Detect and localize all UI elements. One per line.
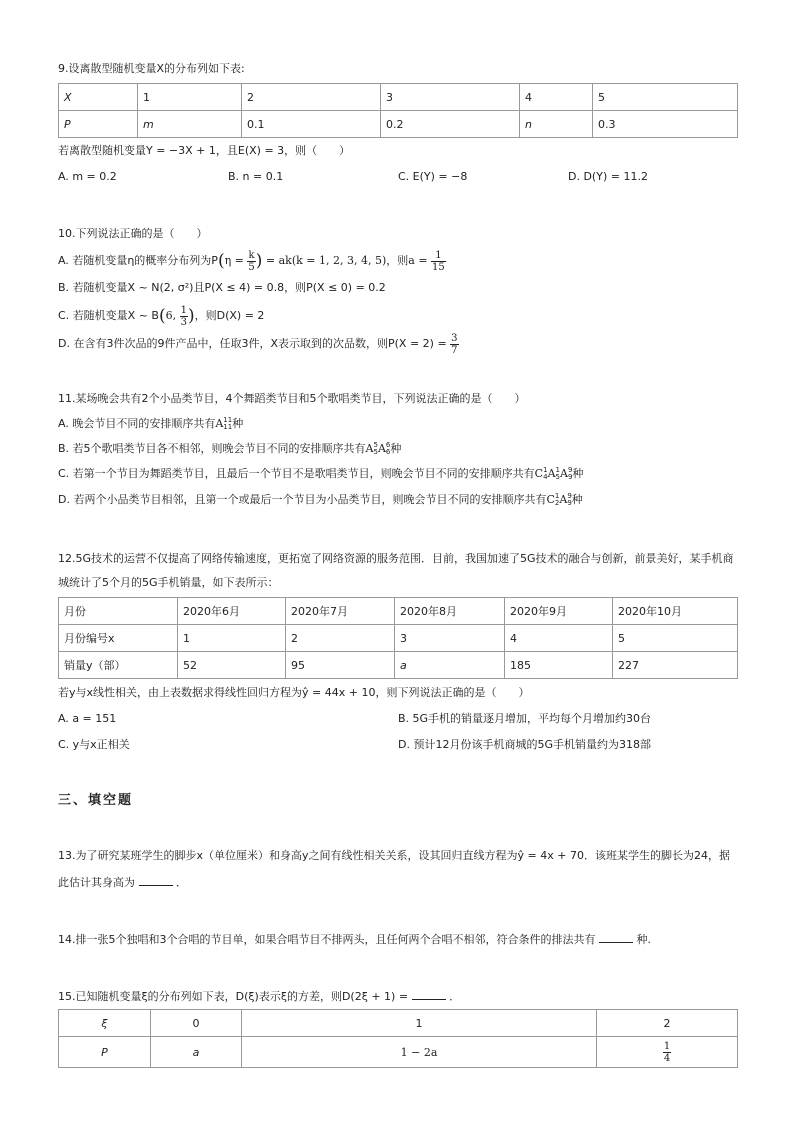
q10-c-frac: $\frac{1}{3}$ [180, 304, 187, 328]
answer-blank[interactable] [139, 874, 173, 886]
table-cell [597, 1037, 738, 1068]
q10-a-frac-answer: $\frac{1}{15}$ [432, 249, 445, 273]
q10-a-frac-k5: $\frac{k}{5}$ [248, 249, 255, 273]
q11-option-c [58, 466, 583, 482]
perm-symbol: A [559, 493, 568, 506]
q9-option-c: C. E(Y) = −8 [398, 170, 468, 183]
table-cell: P [59, 111, 138, 138]
perm-symbol: A [559, 467, 568, 480]
perm-sub: 9 [567, 499, 572, 507]
q15-end: ． [449, 990, 461, 1003]
q15-table [58, 1009, 738, 1068]
table-row [59, 652, 738, 679]
q9-option-b: B. n = 0.1 [228, 170, 284, 183]
q10-a-pre: A. 若随机变量η的概率分布列为P [58, 254, 218, 267]
q12-option-a: A. a = 151 [58, 712, 117, 725]
table-cell: 2020年7月 [286, 598, 395, 625]
q11-option-d [58, 492, 583, 508]
q10-c-pre: C. 若随机变量X ~ B [58, 309, 159, 322]
table-cell: 185 [505, 652, 613, 679]
perm-sup: 6 [385, 441, 391, 449]
perm-symbol: A [377, 442, 386, 455]
table-cell: 52 [178, 652, 286, 679]
comb-sup: 1 [543, 466, 548, 474]
table-cell: 1 [178, 625, 286, 652]
table-cell: 月份 [59, 598, 178, 625]
q13-line2 [58, 874, 187, 891]
q10-d-pre: D. 在含有3件次品的9件产品中，任取3件，X表示取到的次品数，则P(X = 2) = [58, 337, 447, 350]
q14-end: 种. [636, 933, 651, 946]
q12-option-b: B. 5G手机的销量逐月增加，平均每个月增加约30台 [398, 712, 652, 725]
q10-stem: 10.下列说法正确的是（ ） [58, 227, 208, 240]
q10-a-post: = ak(k = 1, 2, 3, 4, 5)，则a = [265, 254, 428, 267]
table-cell: 2 [242, 84, 381, 111]
table-cell: 4 [505, 625, 613, 652]
q13-line2-end: ． [176, 876, 187, 889]
q12-table [58, 597, 738, 679]
perm-sup: 11 [223, 416, 233, 424]
table-cell: X [59, 84, 138, 111]
q12-stem-line2: 城统计了5个月的5G手机销量，如下表所示： [58, 576, 279, 589]
table-cell: 月份编号x [59, 625, 178, 652]
perm-sub: 5 [373, 448, 378, 456]
table-row [59, 84, 738, 111]
q9-table [58, 83, 738, 138]
comb-sub: 2 [554, 499, 560, 507]
table-row [59, 1010, 738, 1037]
table-cell: 0.1 [242, 111, 381, 138]
q11-a-pre: A. 晚会节目不同的安排顺序共有 [58, 417, 216, 430]
perm-sup: 9 [567, 466, 573, 474]
q11-d-post: 种 [571, 493, 583, 506]
table-cell: 1 [138, 84, 242, 111]
table-cell: 3 [395, 625, 505, 652]
comb-symbol: C [534, 467, 544, 480]
q11-option-a [58, 416, 243, 432]
q11-b-post: 种 [390, 442, 402, 455]
perm-symbol: A [215, 417, 224, 430]
table-cell: ξ [59, 1010, 151, 1037]
perm-sub: 6 [385, 448, 391, 456]
q10-a-eta: η = [224, 254, 244, 267]
q10-option-d [58, 331, 459, 357]
table-cell: 4 [520, 84, 593, 111]
comb-sub: 4 [543, 473, 548, 481]
table-row [59, 625, 738, 652]
table-row [59, 111, 738, 138]
perm-symbol: A [547, 467, 556, 480]
table-cell: 2 [286, 625, 395, 652]
q10-option-c: C. 若随机变量X ~ B(6, $\frac{1}{3}$ )，则D(X) = 2 [58, 304, 265, 328]
q12-option-d: D. 预计12月份该手机商城的5G手机销量约为318部 [398, 738, 651, 751]
q9-stem: 9.设离散型随机变量X的分布列如下表: [58, 62, 245, 75]
q9-option-a: A. m = 0.2 [58, 170, 117, 183]
table-cell: 227 [613, 652, 738, 679]
q11-option-b [58, 441, 401, 457]
q15-stem [58, 988, 460, 1005]
table-cell: 销量y（部） [59, 652, 178, 679]
q10-c-post: ，则D(X) = 2 [194, 309, 265, 322]
q10-c-six: 6, [165, 309, 177, 322]
table-cell: a [151, 1037, 242, 1068]
q11-b-pre: B. 若5个歌唱类节目各不相邻，则晚会节目不同的安排顺序共有 [58, 442, 366, 455]
perm-sub: 11 [223, 423, 233, 431]
perm-sup: 5 [373, 441, 378, 449]
q14 [58, 931, 651, 948]
q11-d-pre: D. 若两个小品类节目相邻，且第一个或最后一个节目为小品类节目，则晚会节目不同的安排顺序共有 [58, 493, 547, 506]
answer-blank[interactable] [599, 931, 633, 943]
q15-frac: $\frac{1}{4}$ [663, 1040, 671, 1064]
q9-option-d: D. D(Y) = 11.2 [568, 170, 648, 183]
q13-line2-text: 此估计其身高为 [58, 876, 135, 889]
q10-d-frac: $\frac{3}{7}$ [451, 332, 458, 356]
q12-option-c: C. y与x正相关 [58, 738, 130, 751]
table-cell: 2020年9月 [505, 598, 613, 625]
table-cell: 0.2 [381, 111, 520, 138]
q11-c-pre: C. 若第一个节目为舞蹈类节目，且最后一个节目不是歌唱类节目，则晚会节目不同的安排顺序共有 [58, 467, 535, 480]
q15-text: 15.已知随机变量ξ的分布列如下表，D(ξ)表示ξ的方差，则D(2ξ + 1) = [58, 990, 409, 1003]
perm-sub: 9 [567, 473, 573, 481]
table-cell: 1 − 2a [242, 1037, 597, 1068]
table-cell: a [395, 652, 505, 679]
perm-symbol: A [365, 442, 374, 455]
section-title: 三、填空题 [58, 793, 134, 808]
q14-text: 14.排一张5个独唱和3个合唱的节目单，如果合唱节目不排两头，且任何两个合唱不相邻，符合条件的排法共有 [58, 933, 596, 946]
answer-blank[interactable] [412, 988, 446, 1000]
comb-symbol: C [546, 493, 555, 506]
table-cell: 95 [286, 652, 395, 679]
q9-condition: 若离散型随机变量Y = −3X + 1，且E(X) = 3，则（ ） [58, 144, 351, 157]
table-cell: P [59, 1037, 151, 1068]
table-cell: 0.3 [593, 111, 738, 138]
table-cell: 2020年8月 [395, 598, 505, 625]
table-cell: n [520, 111, 593, 138]
table-cell: 2020年10月 [613, 598, 738, 625]
perm-sup: 9 [567, 492, 572, 500]
perm-sub: 5 [555, 473, 560, 481]
q10-option-b: B. 若随机变量X ~ N(2, σ²)且P(X ≤ 4) = 0.8，则P(X ≤ 0) = 0.2 [58, 281, 386, 294]
table-cell: 3 [381, 84, 520, 111]
q10-option-a: A. 若随机变量η的概率分布列为P(η = $\frac{k}{5}$ ) = ak(k = 1, 2, 3, 4, 5)，则a = $\frac{1}{15}$ [58, 249, 445, 273]
q11-c-post: 种 [572, 467, 584, 480]
perm-sup: 1 [555, 466, 560, 474]
table-cell: 2020年6月 [178, 598, 286, 625]
q12-condition: 若y与x线性相关，由上表数据求得线性回归方程为ŷ = 44x + 10，则下列说法正确的是（ ） [58, 686, 530, 699]
q12-stem-line1: 12.5G技术的运营不仅提高了网络传输速度，更拓宽了网络资源的服务范围．目前，我国加速了5G技术的融合与创新，前景美好，某手机商 [58, 552, 734, 565]
table-cell: 5 [613, 625, 738, 652]
comb-sup: 1 [554, 492, 560, 500]
table-cell: 1 [242, 1010, 597, 1037]
table-row [59, 1037, 738, 1068]
q11-a-post: 种 [232, 417, 244, 430]
table-cell: m [138, 111, 242, 138]
table-cell: 0 [151, 1010, 242, 1037]
q13-line1: 13.为了研究某班学生的脚步x（单位厘米）和身高y之间有线性相关关系，设其回归直线方程为ŷ = 4x + 70．该班某学生的脚长为24，据 [58, 849, 730, 862]
table-row [59, 598, 738, 625]
table-cell: 2 [597, 1010, 738, 1037]
table-cell: 5 [593, 84, 738, 111]
q11-stem: 11.某场晚会共有2个小品类节目，4个舞蹈类节目和5个歌唱类节目，下列说法正确的是（ ） [58, 392, 526, 405]
